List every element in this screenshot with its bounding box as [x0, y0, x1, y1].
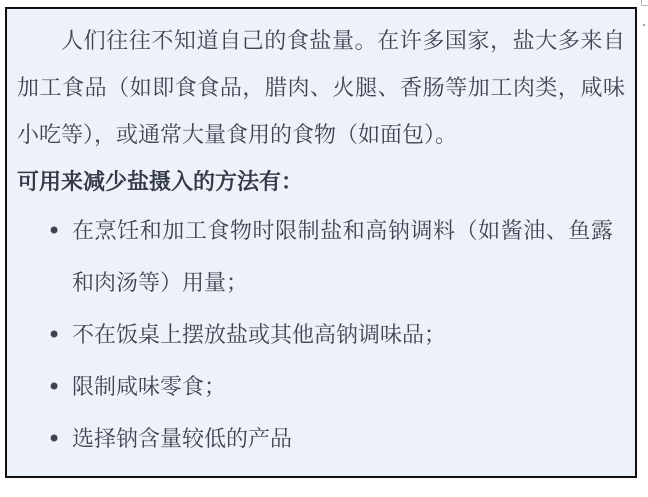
scan-speck [643, 24, 645, 26]
list-item-text: 在烹饪和加工食物时限制盐和高钠调料（如酱油、鱼露和肉汤等）用量； [72, 218, 613, 295]
bullet-icon: • [47, 373, 62, 401]
list-item-text: 限制咸味零食； [72, 374, 227, 399]
list-item-text: 不在饭桌上摆放盐或其他高钠调味品； [72, 322, 447, 347]
methods-heading: 可用来减少盐摄入的方法有： [17, 169, 304, 194]
list-item [17, 361, 625, 413]
list-item-text: 选择钠含量较低的产品 [72, 426, 293, 451]
list-item [17, 413, 625, 465]
intro-paragraph: 人们往往不知道自己的食盐量。在许多国家，盐大多来自加工食品（如即食食品，腊肉、火腿、香肠等加工肉类，咸味小吃等），或通常大量食用的食物（如面包）。 [17, 28, 625, 147]
bullet-icon: • [47, 425, 62, 453]
methods-list [17, 205, 625, 465]
list-item [17, 309, 625, 361]
bullet-icon: • [47, 321, 62, 349]
adjacent-cell-corner [641, 0, 648, 6]
salt-info-panel [5, 7, 637, 478]
bullet-icon: • [47, 217, 62, 245]
list-item [17, 205, 625, 309]
